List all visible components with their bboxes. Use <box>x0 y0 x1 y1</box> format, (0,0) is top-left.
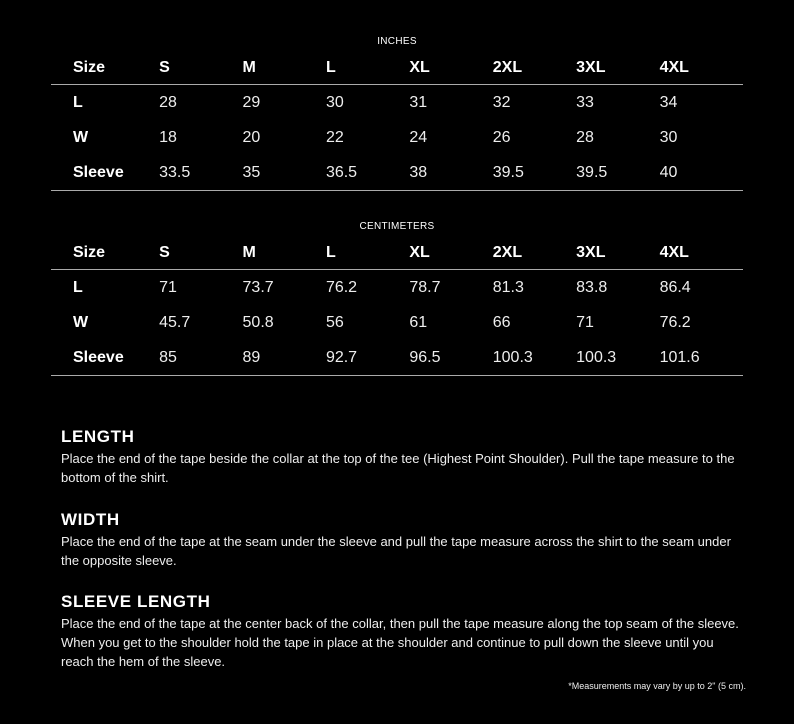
header-cell: 2XL <box>492 58 523 76</box>
row-label: L <box>73 93 83 111</box>
table-cell: 85 <box>159 348 177 366</box>
table-row <box>51 155 743 191</box>
table-cell: 83.8 <box>576 278 608 296</box>
header-cell: M <box>242 58 256 76</box>
length-heading: LENGTH <box>61 427 135 446</box>
length-section <box>61 427 741 487</box>
table-cell: 24 <box>409 128 428 146</box>
row-label: Sleeve <box>73 348 124 366</box>
table-cell: 20 <box>242 128 261 146</box>
table-cell: 56 <box>325 313 344 331</box>
table-cell: 81.3 <box>492 278 524 296</box>
table-cell: 32 <box>492 93 511 111</box>
table-cell: 29 <box>242 93 261 111</box>
header-cell: L <box>325 58 336 76</box>
header-cell: 4XL <box>659 243 689 261</box>
table-cell: 33 <box>576 93 594 111</box>
row-label: Sleeve <box>73 163 124 181</box>
table-cell: 36.5 <box>325 163 358 181</box>
table-cell: 50.8 <box>242 313 274 331</box>
table-cell: 30 <box>325 93 344 111</box>
centimeters-title: CENTIMETERS <box>359 221 435 232</box>
row-label: L <box>73 278 83 296</box>
header-cell: Size <box>73 58 106 76</box>
table-cell: 61 <box>409 313 428 331</box>
header-cell: M <box>242 243 256 261</box>
header-cell: L <box>325 243 336 261</box>
header-cell: Size <box>73 243 106 261</box>
table-cell: 26 <box>492 128 511 146</box>
width-section <box>61 510 741 570</box>
header-cell: 4XL <box>659 58 689 76</box>
table-cell: 76.2 <box>325 278 358 296</box>
table-cell: 96.5 <box>409 348 441 366</box>
table-row <box>51 85 743 121</box>
table-cell: 100.3 <box>492 348 533 366</box>
table-cell: 39.5 <box>492 163 524 181</box>
table-cell: 39.5 <box>576 163 608 181</box>
table-cell: 31 <box>409 93 428 111</box>
table-cell: 28 <box>159 93 177 111</box>
header-cell: S <box>159 58 170 76</box>
table-cell: 45.7 <box>159 313 191 331</box>
table-header-row <box>51 51 743 85</box>
header-cell: 2XL <box>492 243 523 261</box>
table-header-row <box>51 236 743 270</box>
table-cell: 92.7 <box>325 348 358 366</box>
row-label: W <box>73 128 89 146</box>
table-cell: 71 <box>576 313 594 331</box>
header-cell: S <box>159 243 170 261</box>
width-text: Place the end of the tape at the seam under the sleeve and pull the tape measure across the shirt to the seam under the opposite sleeve. <box>61 534 731 568</box>
table-cell: 40 <box>659 163 678 181</box>
width-heading: WIDTH <box>61 510 120 529</box>
table-cell: 35 <box>242 163 261 181</box>
table-cell: 38 <box>409 163 428 181</box>
header-cell: XL <box>409 58 430 76</box>
table-cell: 18 <box>159 128 177 146</box>
inches-size-table <box>51 51 743 191</box>
table-cell: 66 <box>492 313 511 331</box>
table-cell: 34 <box>659 93 678 111</box>
table-row <box>51 305 743 340</box>
sleeve-length-section <box>61 592 741 671</box>
row-label: W <box>73 313 89 331</box>
table-cell: 28 <box>576 128 594 146</box>
table-cell: 78.7 <box>409 278 441 296</box>
table-row <box>51 340 743 376</box>
header-cell: 3XL <box>576 58 606 76</box>
table-cell: 89 <box>242 348 261 366</box>
table-cell: 30 <box>659 128 678 146</box>
table-row <box>51 270 743 306</box>
table-cell: 22 <box>325 128 344 146</box>
inches-title: INCHES <box>377 36 417 47</box>
header-cell: 3XL <box>576 243 606 261</box>
measurement-note: *Measurements may vary by up to 2" (5 cm). <box>568 681 746 691</box>
table-cell: 86.4 <box>659 278 691 296</box>
table-cell: 101.6 <box>659 348 700 366</box>
table-cell: 71 <box>159 278 177 296</box>
table-cell: 73.7 <box>242 278 274 296</box>
table-cell: 100.3 <box>576 348 617 366</box>
table-cell: 33.5 <box>159 163 191 181</box>
table-row <box>51 120 743 155</box>
length-text: Place the end of the tape beside the collar at the top of the tee (Highest Point Shoulder). Pull the tape measure to the bottom of the shirt. <box>61 451 735 485</box>
header-cell: XL <box>409 243 430 261</box>
table-cell: 76.2 <box>659 313 691 331</box>
centimeters-size-table <box>51 236 743 376</box>
sleeve-length-heading: SLEEVE LENGTH <box>61 592 211 611</box>
sleeve-length-text: Place the end of the tape at the center back of the collar, then pull the tape measure along the top seam of the sleeve. When you get to the shoulder hold the tape in place at the shoulder and continue to pull down the sleeve until you reach the hem of the sleeve. <box>61 616 739 669</box>
